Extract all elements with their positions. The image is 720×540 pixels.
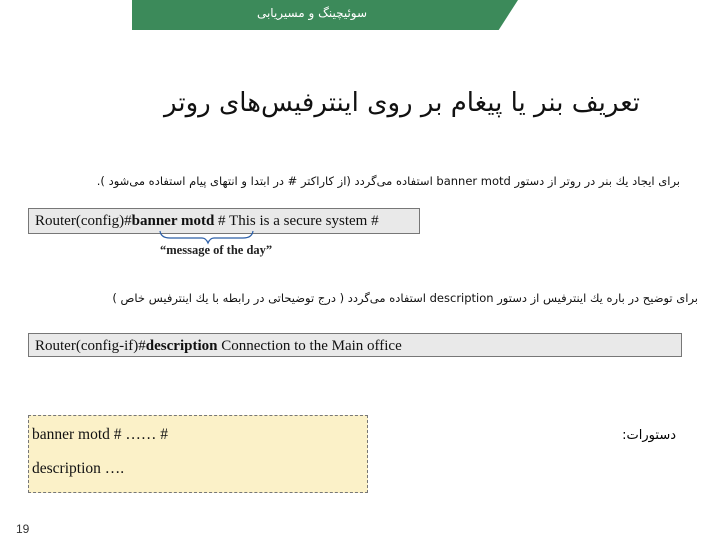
summary-line-description: description …. [32,460,125,477]
description-command-box [28,333,682,357]
description-explanation: برای توضیح در باره یك اینترفیس از دستور description استفاده می‌گردد ( درج توضیحاتی در رابطه با یك اینترفیس خاص ) [112,291,698,305]
banner-command-args: # This is a secure system # [214,213,379,229]
header-title: سوئیچینگ و مسیریابی [256,6,368,20]
description-command-args: Connection to the Main office [217,338,402,354]
description-command-prompt: Router(config-if)# [35,338,146,354]
commands-summary-box [28,415,368,493]
banner-command-prompt: Router(config)# [35,213,132,229]
summary-line-banner: banner motd # …… # [32,426,169,443]
motd-brace-label: “message of the day” [160,243,273,257]
commands-label: دستورات: [622,428,676,443]
banner-command-keyword: banner motd [131,213,215,229]
banner-description: برای ایجاد یك بنر در روتر از دستور banner motd استفاده می‌گردد (از كاراكتر # در ابتدا و انتهای پیام استفاده می‌شود ). [96,174,680,188]
slide-title: تعریف بنر یا پیغام بر روی اینترفیس‌های روتر [164,88,640,118]
page-number: 19 [16,522,30,536]
description-command-keyword: description [145,338,218,354]
